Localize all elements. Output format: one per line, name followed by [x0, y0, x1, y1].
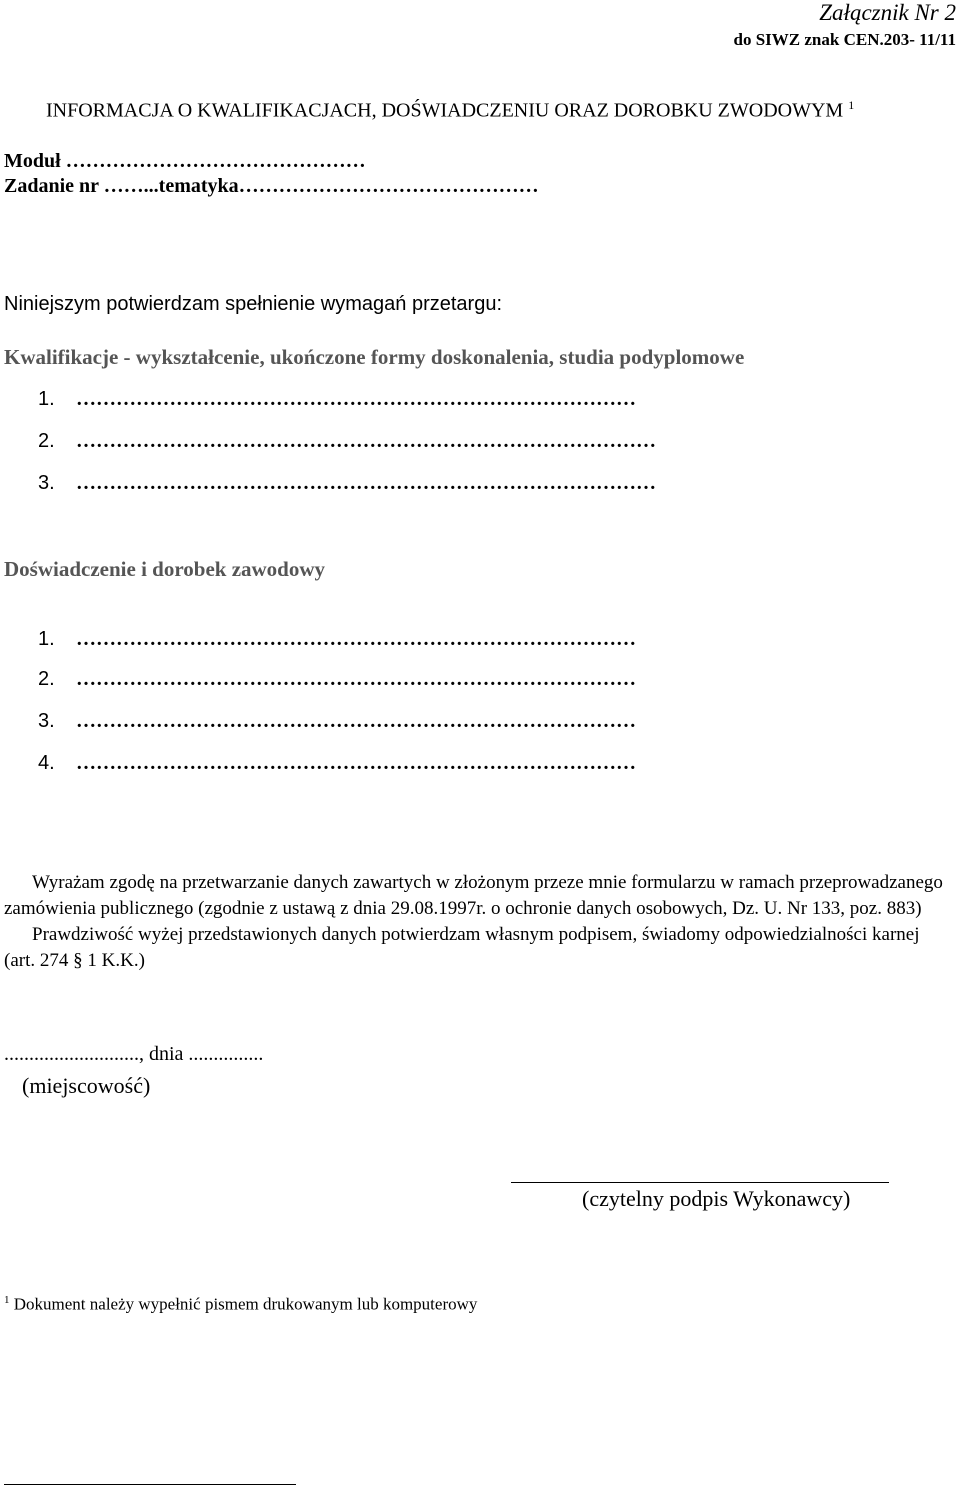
footnote-marker: 1 [848, 98, 855, 112]
fill-in-dots: …………………………………………………………………………… [76, 472, 656, 494]
experience-item [38, 668, 636, 691]
fill-in-dots: ………………………………………………………………………… [76, 668, 636, 690]
fill-in-dots: ………………………………………………………………………… [76, 388, 636, 410]
item-number: 4. [38, 752, 55, 774]
document-title-text: INFORMACJA O KWALIFIKACJACH, DOŚWIADCZENIU ORAZ DOROBKU ZWODOWYM [46, 99, 844, 122]
qualification-item [38, 388, 636, 411]
data-processing-consent: Wyrażam zgodę na przetwarzanie danych zawartych w złożonym przeze mnie formularzu w ramach przeprowadzanego zamówienia publicznego (zgodnie z ustawą z dnia 29.08.1997r. o ochronie danych osobowych, Dz. U. Nr 133, poz. 883) [4, 872, 943, 919]
footnote-text: Dokument należy wypełnić pismem drukowanym lub komputerowy [9, 1294, 478, 1314]
item-number: 2. [38, 668, 55, 690]
item-number: 1. [38, 628, 55, 650]
date-line: ..........................., dnia ............... [4, 1043, 264, 1065]
experience-item [38, 628, 636, 651]
confirmation-text: Niniejszym potwierdzam spełnienie wymagań przetargu: [4, 293, 502, 315]
task-line: Zadanie nr ……...tematyka……………………………………… [4, 175, 539, 197]
fill-in-dots: ………………………………………………………………………… [76, 752, 636, 774]
annex-title: Załącznik Nr 2 [819, 0, 956, 25]
qualification-item [38, 430, 656, 453]
qualification-item [38, 472, 656, 495]
footnote [4, 1294, 477, 1315]
item-number: 3. [38, 710, 55, 732]
qualifications-heading: Kwalifikacje - wykształcenie, ukończone formy doskonalenia, studia podyplomowe [4, 345, 745, 369]
section-symbol: § [73, 950, 83, 971]
signature-line [511, 1182, 889, 1183]
footer-separator [4, 1484, 296, 1485]
truthfulness-statement [4, 922, 944, 974]
footnote-number: 1 [4, 1294, 10, 1306]
experience-item [38, 752, 636, 775]
signature-label: (czytelny podpis Wykonawcy) [582, 1186, 851, 1211]
annex-reference: do SIWZ znak CEN.203- 11/11 [733, 30, 956, 49]
place-label: (miejscowość) [22, 1073, 151, 1098]
truthfulness-text-end: 1 K.K.) [82, 950, 145, 971]
document-title [46, 98, 854, 123]
item-number: 1. [38, 388, 55, 410]
item-number: 2. [38, 430, 55, 452]
fill-in-dots: ………………………………………………………………………… [76, 628, 636, 650]
truthfulness-text: Prawdziwość wyżej przedstawionych danych potwierdzam własnym podpisem, świadomy odpowiedzialności karnej (art. 274 [4, 924, 920, 971]
experience-item [38, 710, 636, 733]
fill-in-dots: …………………………………………………………………………… [76, 430, 656, 452]
experience-heading: Doświadczenie i dorobek zawodowy [4, 557, 326, 581]
fill-in-dots: ………………………………………………………………………… [76, 710, 636, 732]
item-number: 3. [38, 472, 55, 494]
module-line: Moduł ……………………………………… [4, 150, 366, 172]
consent-block [4, 870, 944, 974]
